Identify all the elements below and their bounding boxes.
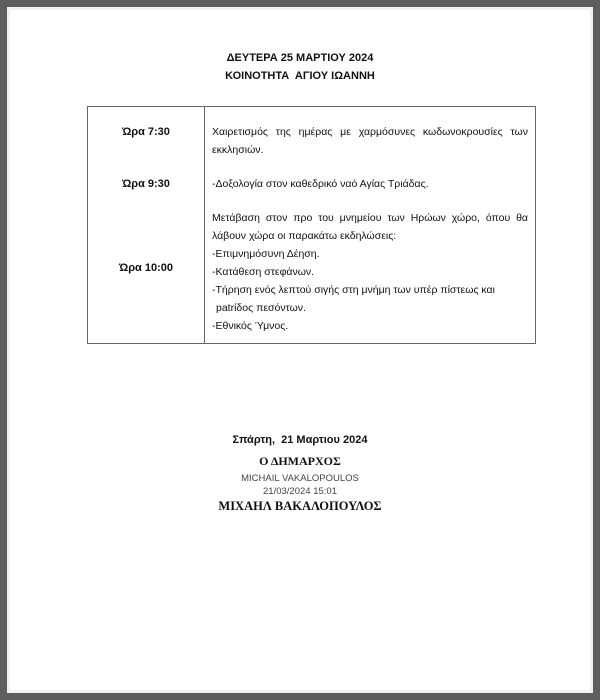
event-text: -Επιμνημόσυνη Δέηση.	[212, 248, 320, 260]
signatory-name: ΜΙΧΑΗΛ ΒΑΚΑΛΟΠΟΥΛΟΣ	[218, 499, 382, 513]
signatory-title: Ο ΔΗΜΑΡΧΟΣ	[259, 454, 341, 468]
event-cell	[205, 159, 535, 193]
document-date-heading: ΔΕΥΤΕΡΑ 25 ΜΑΡΤΙΟΥ 2024	[226, 52, 374, 64]
event-text: λάβουν χώρα οι παρακάτω εκδηλώσεις:	[212, 230, 397, 242]
event-text: Χαιρετισμός της ημέρας με χαρμόσυνες κωδωνοκρουσίες των	[212, 126, 528, 138]
digital-signature-date: 21/03/2024 15:01	[263, 486, 337, 497]
event-text: -Εθνικός Ύμνος.	[212, 320, 289, 332]
event-text: patrίδος πεσόντων.	[216, 302, 306, 314]
time-label: Ώρα 10:00	[119, 262, 173, 274]
event-cell	[205, 193, 535, 343]
signature-block	[0, 430, 600, 514]
event-text: -Δοξολογία στον καθεδρικό ναό Αγίας Τριάδας.	[212, 178, 429, 190]
time-cell: Ώρα 7:30	[88, 107, 205, 159]
time-cell	[88, 193, 205, 343]
event-text: Μετάβαση στον προ του μνημείου των Ηρώων χώρο, όπου θα	[212, 212, 528, 224]
event-text: -Τήρηση ενός λεπτού σιγής στη μνήμη των υπέρ πίστεως και	[212, 284, 495, 296]
event-text: -Κατάθεση στεφάνων.	[212, 266, 315, 278]
digital-signature-name: MICHAIL VAKALOPOULOS	[241, 473, 359, 484]
document-community-heading: ΚΟΙΝΟΤΗΤΑ ΑΓΙΟΥ ΙΩΑΝΝΗ	[225, 70, 375, 82]
event-cell	[205, 107, 535, 159]
place-date: Σπάρτη, 21 Μαρτιου 2024	[232, 434, 368, 446]
time-cell: Ώρα 9:30	[88, 159, 205, 193]
event-text: εκκλησιών.	[212, 144, 264, 156]
schedule-table	[87, 106, 536, 344]
